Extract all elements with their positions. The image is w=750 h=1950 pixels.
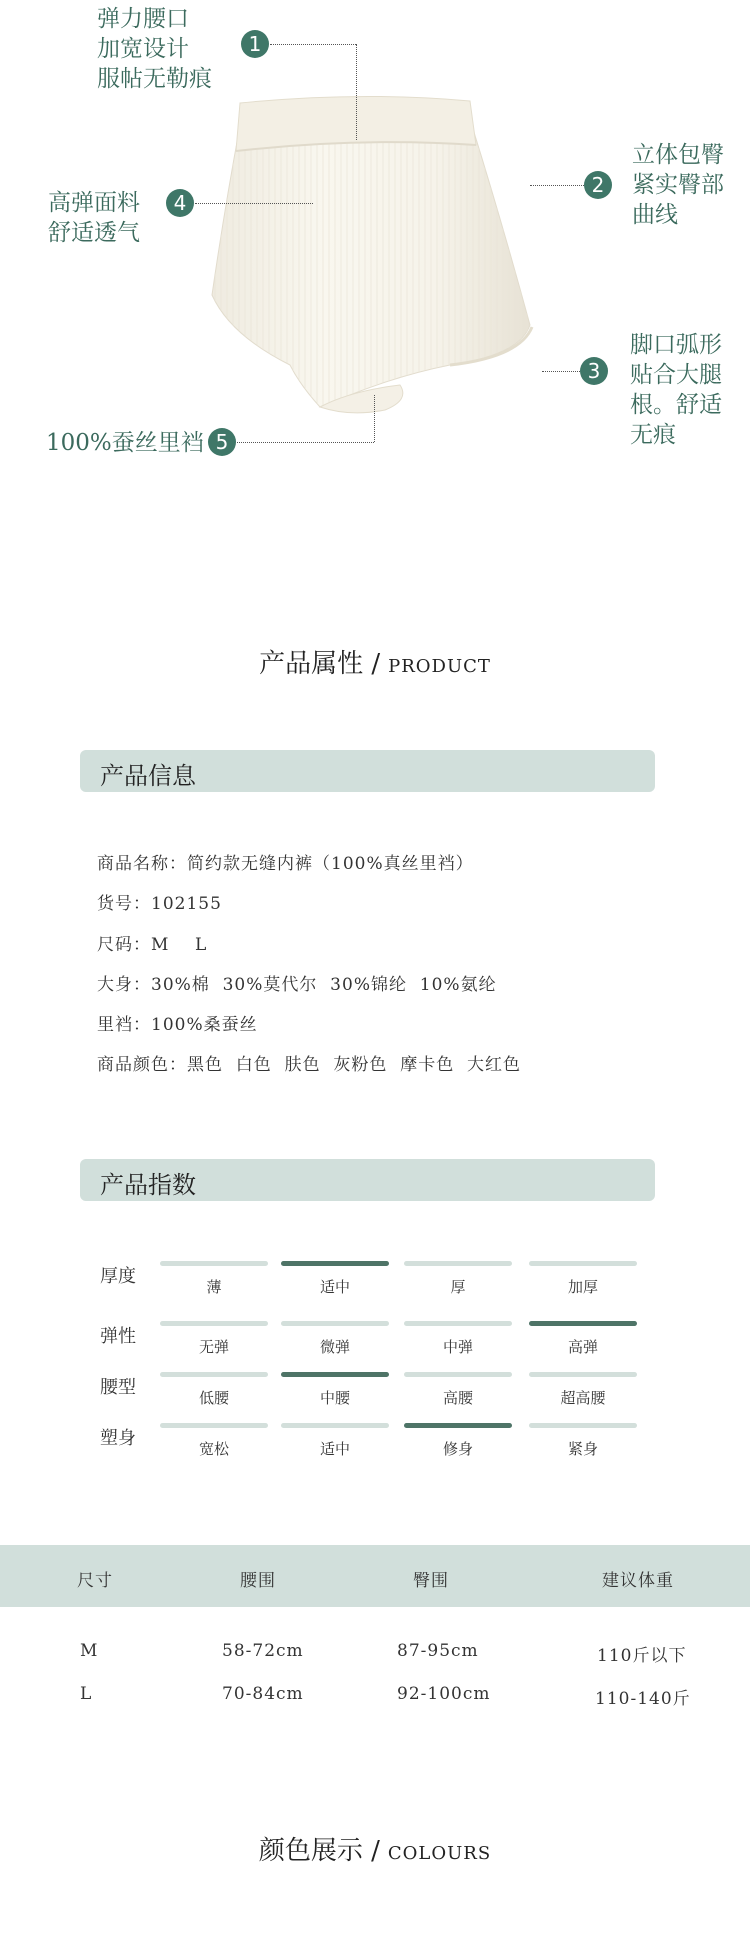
- callout-leg-opening: [630, 330, 722, 450]
- callout-number-4: 4: [166, 189, 194, 217]
- index-option: 中弹: [442, 1338, 473, 1356]
- callout-number-1: 1: [241, 30, 269, 58]
- product-section-title: [0, 643, 750, 680]
- callout-waistband: [97, 4, 212, 94]
- info-row-sku: 货号：102155: [97, 894, 222, 914]
- index-label: 塑身: [100, 1428, 136, 1449]
- index-option: 高腰: [442, 1389, 473, 1407]
- callout-line: 加宽设计: [97, 36, 189, 62]
- index-bar-selected: [404, 1423, 512, 1428]
- callout-number-2: 2: [584, 171, 612, 199]
- index-bar: [160, 1261, 268, 1266]
- info-band-title: 产品信息: [100, 762, 196, 790]
- index-option: 薄: [206, 1278, 222, 1296]
- index-option: 适中: [319, 1278, 350, 1296]
- size-row-l-weight: 110-140斤: [595, 1689, 691, 1709]
- size-header-weight: 建议体重: [602, 1571, 674, 1591]
- size-row-l-size: L: [80, 1684, 93, 1704]
- callout-line: 根。舒适: [630, 392, 722, 418]
- callout-silk-gusset: [46, 428, 204, 458]
- callout-line: 紧实臀部: [632, 172, 724, 198]
- index-bar: [404, 1321, 512, 1326]
- callout-fabric: [48, 188, 140, 248]
- index-bar: [529, 1261, 637, 1266]
- callout-line: 脚口弧形: [630, 332, 722, 358]
- index-option: 厚: [450, 1278, 466, 1296]
- index-bar: [160, 1423, 268, 1428]
- leader-line: [374, 395, 375, 442]
- size-row-l-waist: 70-84cm: [222, 1684, 304, 1704]
- size-row-m-hip: 87-95cm: [397, 1641, 479, 1661]
- index-option: 低腰: [198, 1389, 229, 1407]
- info-row-body-material: 大身：30%棉 30%莫代尔 30%锦纶 10%氨纶: [97, 975, 497, 995]
- leader-line: [542, 371, 580, 372]
- size-header-waist: 腰围: [240, 1571, 276, 1591]
- callout-line: 服帖无勒痕: [97, 66, 212, 92]
- index-option: 宽松: [198, 1440, 229, 1458]
- info-band: [80, 750, 655, 792]
- index-option: 加厚: [567, 1278, 598, 1296]
- index-option: 紧身: [567, 1440, 598, 1458]
- leader-line: [270, 44, 356, 45]
- index-bar: [404, 1372, 512, 1377]
- index-bar: [529, 1423, 637, 1428]
- size-header-hip: 臀围: [413, 1571, 449, 1591]
- callout-line: 100%蚕丝里裆: [46, 430, 204, 456]
- section-title-cn: 产品属性 /: [259, 649, 381, 679]
- leader-line: [530, 185, 584, 186]
- info-row-colors: 商品颜色：黑色 白色 肤色 灰粉色 摩卡色 大红色: [97, 1055, 522, 1075]
- index-option: 微弹: [319, 1338, 350, 1356]
- leader-line: [237, 442, 374, 443]
- index-bar: [281, 1321, 389, 1326]
- index-bar: [529, 1372, 637, 1377]
- size-row-m-waist: 58-72cm: [222, 1641, 304, 1661]
- index-bar: [160, 1321, 268, 1326]
- info-row-gusset-material: 里裆：100%桑蚕丝: [97, 1015, 258, 1035]
- info-row-name: 商品名称：简约款无缝内裤（100%真丝里裆）: [97, 854, 474, 874]
- index-label: 厚度: [100, 1266, 136, 1287]
- callout-line: 曲线: [632, 202, 678, 228]
- index-bar: [404, 1261, 512, 1266]
- info-row-size: 尺码：M L: [97, 935, 208, 955]
- size-row-m-size: M: [80, 1641, 99, 1661]
- index-band-title: 产品指数: [100, 1171, 196, 1199]
- callout-line: 舒适透气: [48, 220, 140, 246]
- callout-line: 立体包臀: [632, 142, 724, 168]
- section-title-en: PRODUCT: [388, 656, 491, 677]
- section-title-en: COLOURS: [387, 1843, 492, 1864]
- index-option: 中腰: [319, 1389, 350, 1407]
- index-option: 适中: [319, 1440, 350, 1458]
- index-option: 修身: [442, 1440, 473, 1458]
- index-label: 弹性: [100, 1326, 136, 1347]
- index-bar-selected: [281, 1372, 389, 1377]
- callout-line: 贴合大腿: [630, 362, 722, 388]
- index-bar: [281, 1423, 389, 1428]
- leader-line: [356, 44, 357, 140]
- index-bar-selected: [529, 1321, 637, 1326]
- callout-line: 无痕: [630, 422, 676, 448]
- size-header-size: 尺寸: [77, 1571, 113, 1591]
- index-bar: [160, 1372, 268, 1377]
- colours-section-title: [0, 1830, 750, 1867]
- index-label: 腰型: [100, 1377, 136, 1398]
- product-image: [200, 95, 600, 415]
- callout-number-5: 5: [208, 428, 236, 456]
- index-band: [80, 1159, 655, 1201]
- callout-hip: [632, 140, 724, 230]
- size-row-l-hip: 92-100cm: [397, 1684, 491, 1704]
- callout-number-3: 3: [580, 357, 608, 385]
- callout-line: 高弹面料: [48, 190, 140, 216]
- index-bar-selected: [281, 1261, 389, 1266]
- index-option: 无弹: [198, 1338, 229, 1356]
- index-option: 高弹: [567, 1338, 598, 1356]
- index-option: 超高腰: [560, 1389, 606, 1407]
- callout-line: 弹力腰口: [97, 6, 189, 32]
- leader-line: [195, 203, 313, 204]
- size-row-m-weight: 110斤以下: [597, 1646, 687, 1666]
- section-title-cn: 颜色展示 /: [258, 1836, 380, 1866]
